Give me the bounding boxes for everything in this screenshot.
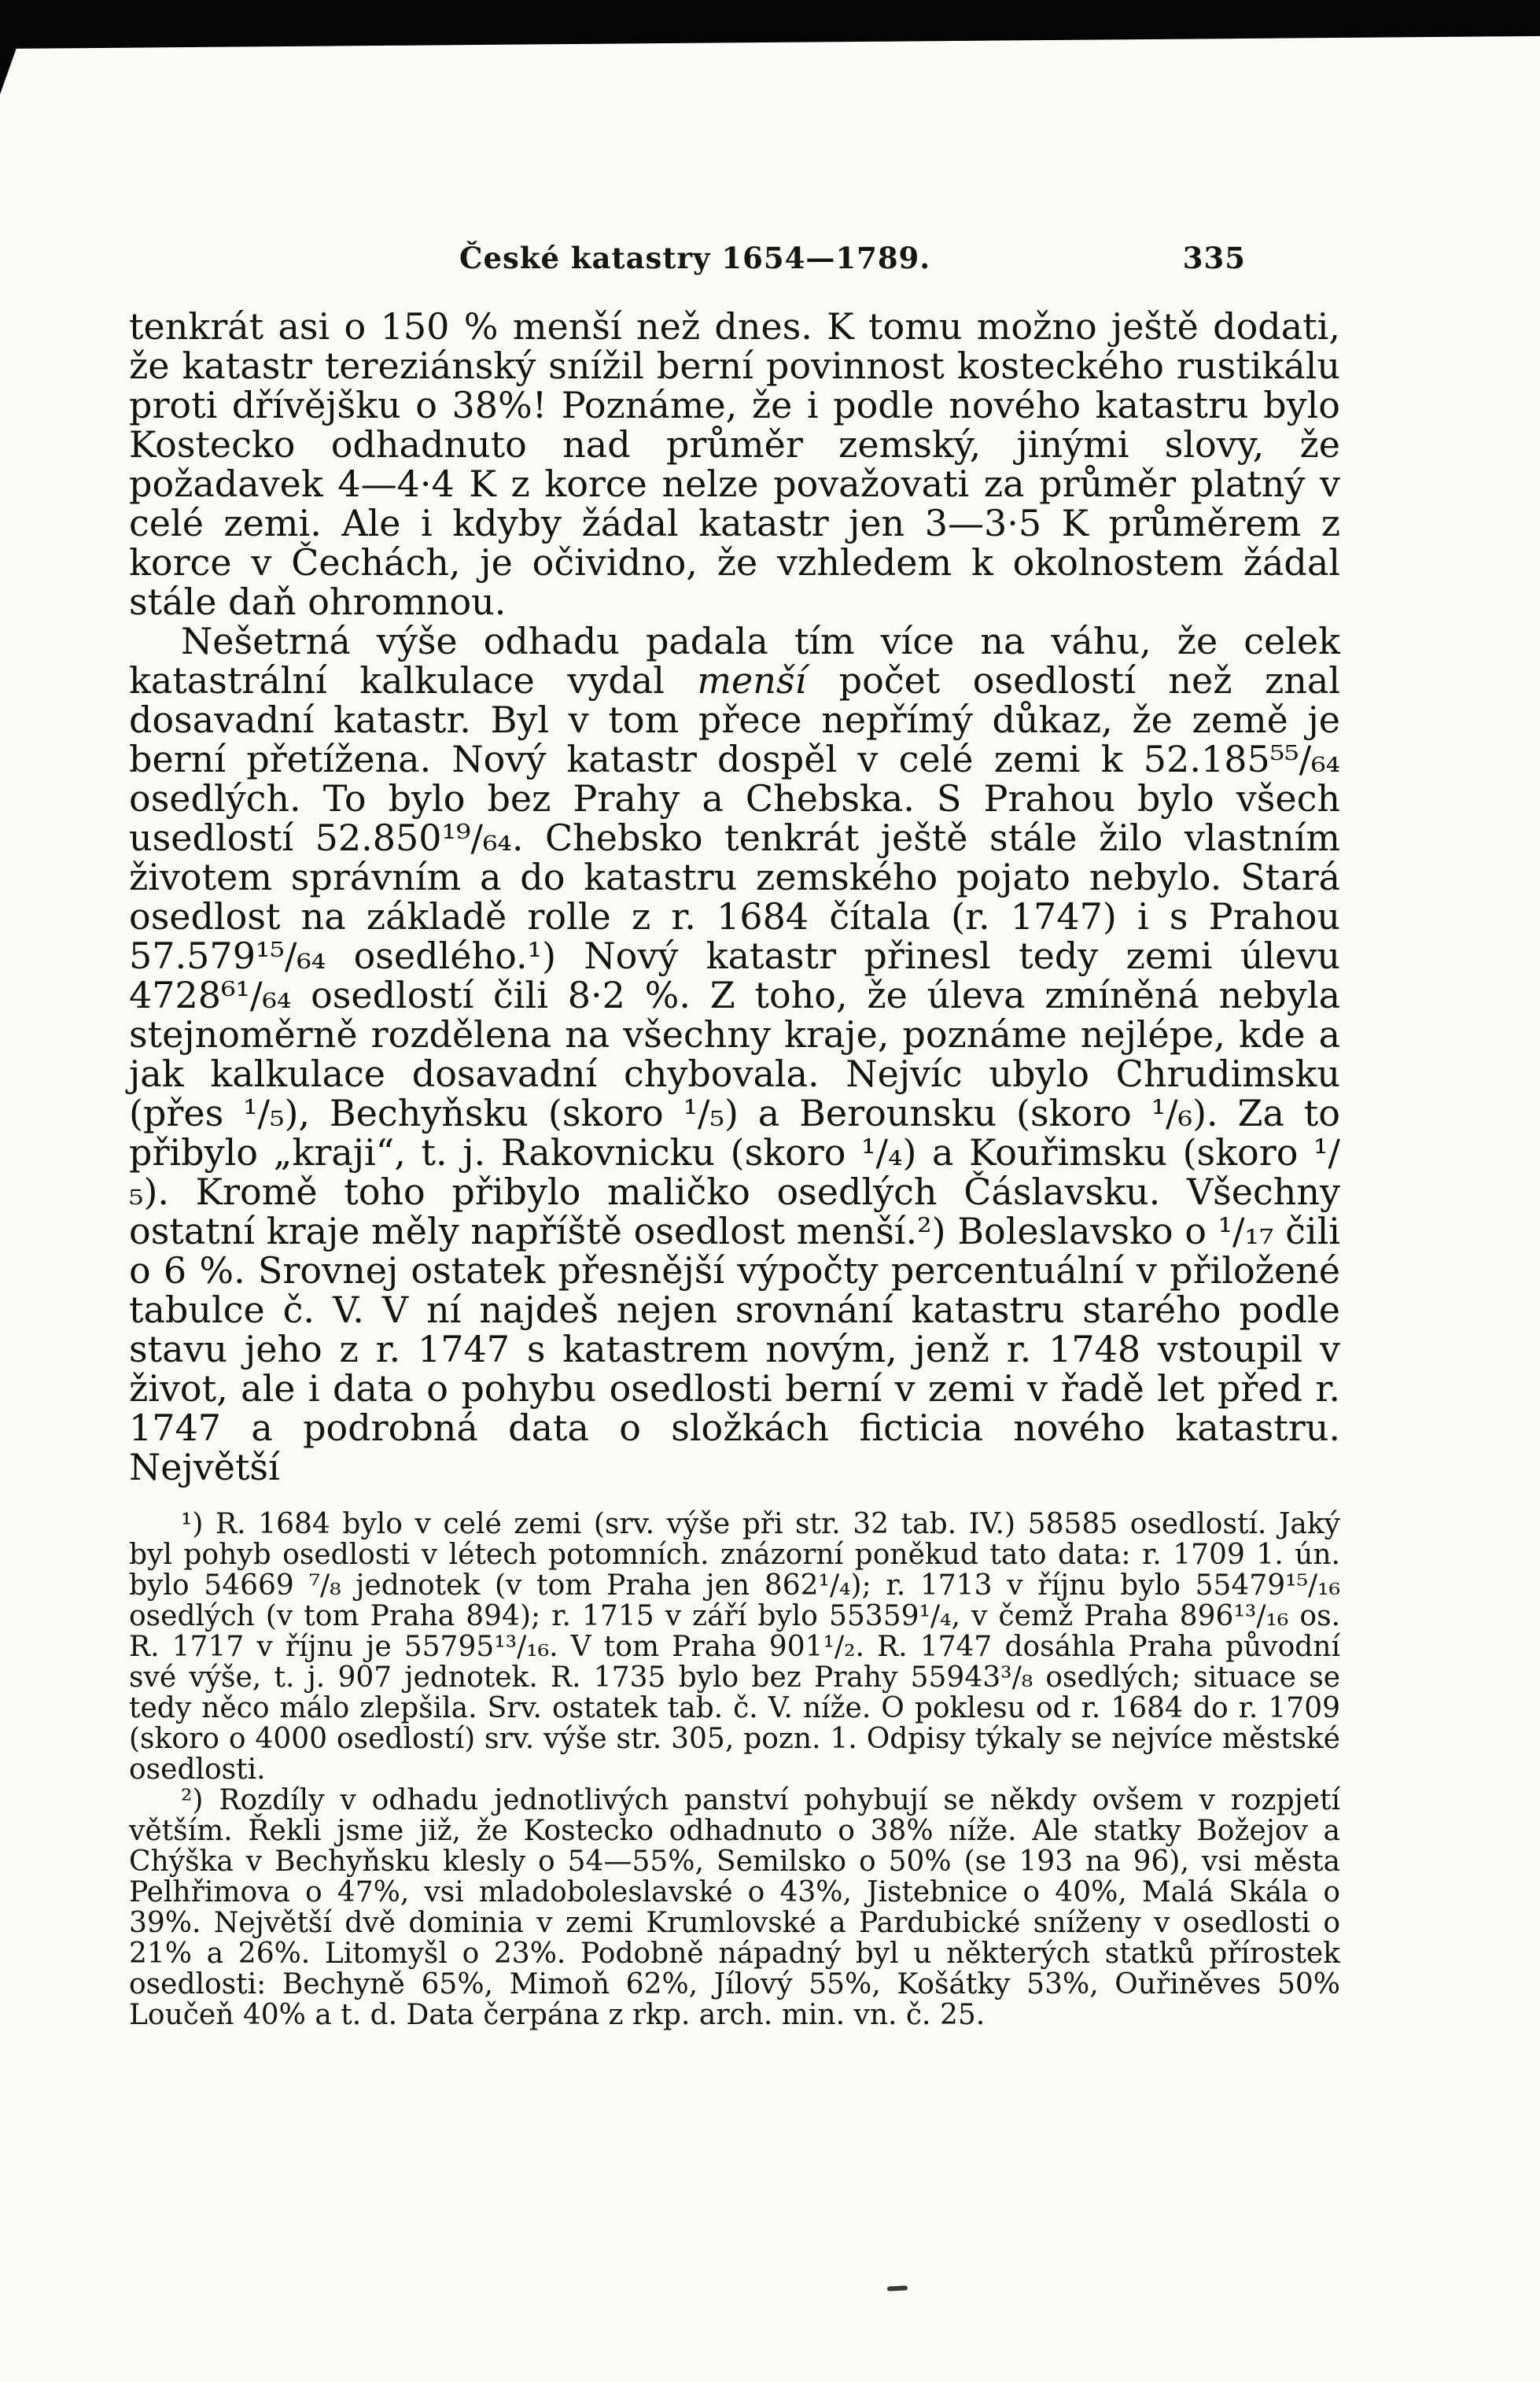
paragraph-1 bbox=[129, 307, 1340, 621]
footnotes bbox=[129, 1509, 1340, 2030]
body-text bbox=[129, 307, 1340, 1487]
scan-corner-wedge bbox=[0, 46, 17, 94]
paragraph-1-text: tenkrát asi o 150 % menší než dnes. K tomu možno ještě dodati, že katastr tereziánský snížil berní povinnost kosteckého rustikálu proti dřívějšku o 38%! Poznáme, že i podle nového katastru bylo Kostecko odhadnuto nad průměr zemský, jinými slovy, že požadavek 4—4·4 K z korce nelze považovati za průměr platný v celé zemi. Ale i kdyby žádal katastr jen 3—3·5 K průměrem z korce v Čechách, je očividno, že vzhledem k okolnostem žádal stále daň ohromnou. bbox=[129, 305, 1340, 623]
paragraph-2-text-b: počet osedlostí než znal dosavadní katastr. Byl v tom přece nepřímý důkaz, že země je berní přetížena. Nový katastr dospěl v celé zemi k 52.185⁵⁵/₆₄ osedlých. To bylo bez Prahy a Chebska. S Prahou bylo všech usedlostí 52.850¹⁹/₆₄. Chebsko tenkrát ještě stále žilo vlastním životem správním a do katastru zemského pojato nebylo. Stará osedlost na základě rolle z r. 1684 čítala (r. 1747) i s Prahou 57.579¹⁵/₆₄ osedlého.¹) Nový katastr přinesl tedy zemi úlevu 4728⁶¹/₆₄ osedlostí čili 8·2 %. Z toho, že úleva zmíněná nebyla stejnoměrně rozdělena na všechny kraje, poznáme nejlépe, kde a jak kalkulace dosavadní chybovala. Nejvíc ubylo Chrudimsku (přes ¹/₅), Bechyňsku (skoro ¹/₅) a Berounsku (skoro ¹/₆). Za to přibylo „kraji“, t. j. Rakovnicku (skoro ¹/₄) a Kouřimsku (skoro ¹/₅). Kromě toho přibylo maličko osedlých Čáslavsku. Všechny ostatní kraje měly napříště osedlost menší.²) Boleslavsko o ¹/₁₇ čili o 6 %. Srovnej ostatek přesnější výpočty percentuální v přiložené tabulce č. V. V ní najdeš nejen srovnání katastru starého podle stavu jeho z r. 1747 s katastrem novým, jenž r. 1748 vstoupil v život, ale i data o pohybu osedlosti berní v zemi v řadě let před r. 1747 a podrobná data o složkách ficticia nového katastru. Největší bbox=[129, 659, 1340, 1488]
paragraph-2-italic-word: menší bbox=[697, 659, 807, 702]
paragraph-2-text-a: Nešetrná výše odhadu padala tím více na váhu, že celek katastrální kalkulace vydal bbox=[129, 620, 1340, 702]
page-number: 335 bbox=[1182, 241, 1246, 275]
running-header bbox=[129, 241, 1340, 283]
page-title: České katastry 1654—1789. bbox=[459, 241, 931, 275]
page-content bbox=[129, 241, 1340, 2030]
paragraph-2 bbox=[129, 621, 1340, 1487]
footnote-1: ¹) R. 1684 bylo v celé zemi (srv. výše při str. 32 tab. IV.) 58585 osedlostí. Jaký byl pohyb osedlosti v létech potomních. znázorní poněkud tato data: r. 1709 1. ún. bylo 54669 ⁷/₈ jednotek (v tom Praha jen 862¹/₄); r. 1713 v říjnu bylo 55479¹⁵/₁₆ osedlých (v tom Praha 894); r. 1715 v září bylo 55359¹/₄, v čemž Praha 896¹³/₁₆ os. R. 1717 v říjnu je 55795¹³/₁₆. V tom Praha 901¹/₂. R. 1747 dosáhla Praha původní své výše, t. j. 907 jednotek. R. 1735 bylo bez Prahy 55943³/₈ osedlých; situace se tedy něco málo zlepšila. Srv. ostatek tab. č. V. níže. O poklesu od r. 1684 do r. 1709 (skoro o 4000 osedlostí) srv. výše str. 305, pozn. 1. Odpisy týkaly se nejvíce městské osedlosti. bbox=[129, 1508, 1340, 1786]
ink-speck bbox=[887, 2285, 908, 2291]
footnote-2: ²) Rozdíly v odhadu jednotlivých panství pohybují se někdy ovšem v rozpjetí větším. Řekli jsme již, že Kostecko odhadnuto o 38% níže. Ale statky Božejov a Chýška v Bechyňsku klesly o 54—55%, Semilsko o 50% (se 193 na 96), vsi města Pelhřimova o 47%, vsi mladoboleslavské o 43%, Jistebnice o 40%, Malá Skála o 39%. Největší dvě dominia v zemi Krumlovské a Pardubické sníženy v osedlosti o 21% a 26%. Litomyšl o 23%. Podobně nápadný byl u některých statků přírostek osedlosti: Bechyně 65%, Mimoň 62%, Jílový 55%, Košátky 53%, Ouřiněves 50% Loučeň 40% a t. d. Data čerpána z rkp. arch. min. vn. č. 25. bbox=[129, 1784, 1340, 2031]
